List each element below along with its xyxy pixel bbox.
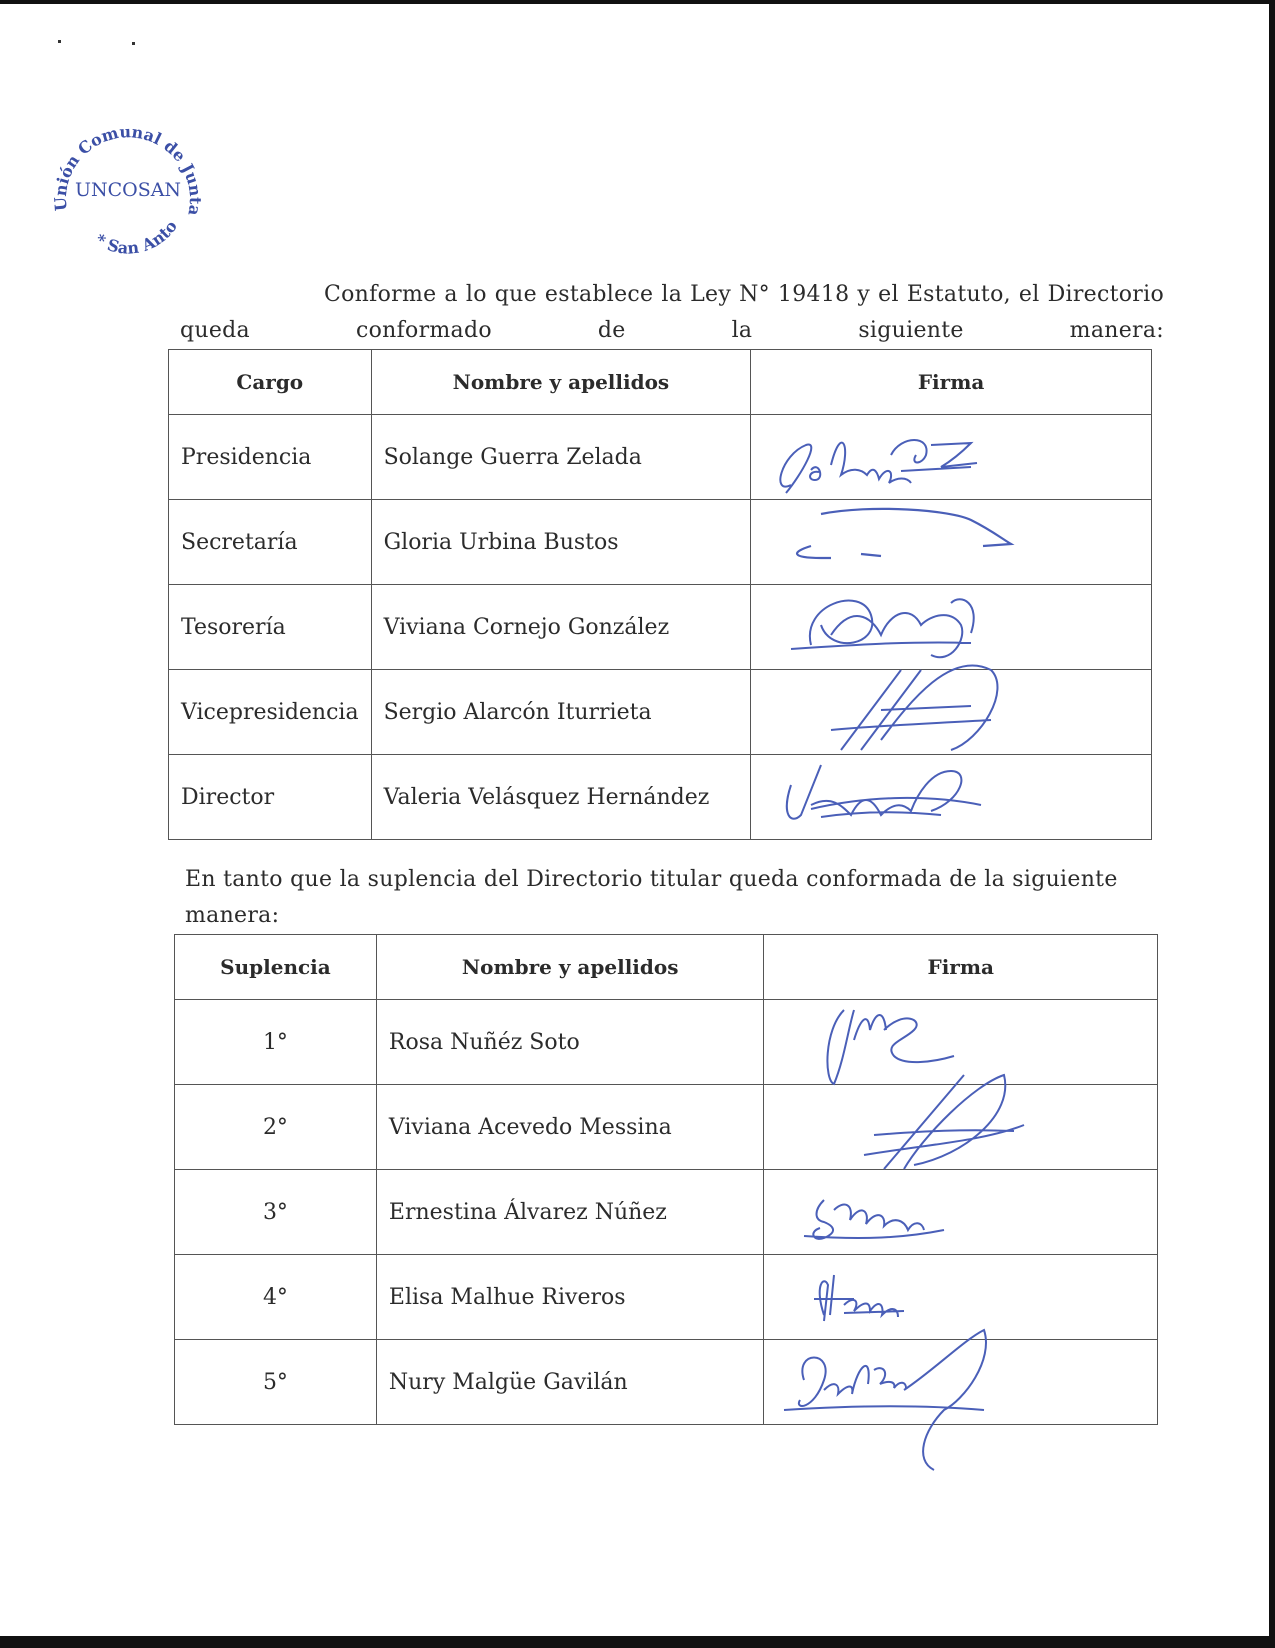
cargo-cell: Presidencia (169, 415, 372, 500)
signature-suplente-5 (764, 1340, 1158, 1424)
intro-text: Conforme a lo que establece la Ley N° 19418 y el Estatuto, el Directorio queda conformado de la siguiente manera: (180, 282, 1164, 343)
table-row (169, 755, 1152, 840)
orden-cell: 5° (175, 1340, 377, 1425)
signature-cell (751, 415, 1152, 500)
scan-top-edge (0, 0, 1275, 4)
nombre-cell: Solange Guerra Zelada (371, 415, 751, 500)
scan-bottom-edge (0, 1636, 1275, 1648)
table-row (169, 500, 1152, 585)
suplencia-table (174, 934, 1158, 1425)
svg-text:Unión Comunal de Juntas de Vec: Unión Comunal de Junta (50, 122, 206, 218)
orden-cell: 4° (175, 1255, 377, 1340)
intro-paragraph (180, 277, 1164, 349)
nombre-cell: Gloria Urbina Bustos (371, 500, 751, 585)
nombre-cell: Ernestina Álvarez Núñez (376, 1170, 764, 1255)
cargo-cell: Secretaría (169, 500, 372, 585)
seal-graphic (38, 100, 218, 280)
nombre-cell: Sergio Alarcón Iturrieta (371, 670, 751, 755)
nombre-cell: Viviana Cornejo González (371, 585, 751, 670)
table-row (169, 585, 1152, 670)
directorio-table (168, 349, 1152, 840)
signature-cell (764, 1000, 1158, 1085)
svg-text:* San Antonio *: * San Anto (91, 216, 181, 258)
nombre-cell: Viviana Acevedo Messina (376, 1085, 764, 1170)
header-suplencia: Suplencia (175, 935, 377, 1000)
signature-suplente-1 (764, 1000, 1158, 1084)
table-row (175, 1085, 1158, 1170)
cargo-cell: Vicepresidencia (169, 670, 372, 755)
header-nombre: Nombre y apellidos (376, 935, 764, 1000)
signature-cell (751, 755, 1152, 840)
signature-vicepresidencia (751, 670, 1155, 754)
signature-cell (764, 1255, 1158, 1340)
cargo-cell: Tesorería (169, 585, 372, 670)
signature-tesoreria (751, 585, 1155, 669)
orden-cell: 1° (175, 1000, 377, 1085)
scan-right-edge (1269, 0, 1275, 1648)
header-firma: Firma (751, 350, 1152, 415)
signature-cell (751, 585, 1152, 670)
signature-secretaria (751, 500, 1155, 584)
signature-suplente-2 (764, 1085, 1158, 1169)
scan-speck (58, 40, 61, 43)
signature-cell (751, 670, 1152, 755)
uncosan-seal (38, 100, 218, 280)
signature-suplente-4 (764, 1255, 1158, 1339)
nombre-cell: Rosa Nuñéz Soto (376, 1000, 764, 1085)
orden-cell: 2° (175, 1085, 377, 1170)
signature-cell (751, 500, 1152, 585)
svg-text:UNCOSAN: UNCOSAN (74, 179, 182, 201)
table-row (175, 1340, 1158, 1425)
nombre-cell: Valeria Velásquez Hernández (371, 755, 751, 840)
table-header-row (175, 935, 1158, 1000)
header-firma: Firma (764, 935, 1158, 1000)
table-row (169, 670, 1152, 755)
scan-speck (132, 42, 135, 45)
table-row (175, 1000, 1158, 1085)
orden-cell: 3° (175, 1170, 377, 1255)
header-cargo: Cargo (169, 350, 372, 415)
nombre-cell: Nury Malgüe Gavilán (376, 1340, 764, 1425)
signature-presidencia (751, 415, 1155, 499)
table-row (175, 1255, 1158, 1340)
signature-suplente-3 (764, 1170, 1158, 1254)
suplencia-text: En tanto que la suplencia del Directorio titular queda conformada de la siguiente manera: (185, 867, 1118, 928)
header-nombre: Nombre y apellidos (371, 350, 751, 415)
suplencia-paragraph (185, 862, 1163, 934)
signature-director (751, 755, 1155, 839)
cargo-cell: Director (169, 755, 372, 840)
signature-cell (764, 1340, 1158, 1425)
nombre-cell: Elisa Malhue Riveros (376, 1255, 764, 1340)
table-row (175, 1170, 1158, 1255)
signature-cell (764, 1085, 1158, 1170)
signature-cell (764, 1170, 1158, 1255)
table-row (169, 415, 1152, 500)
table-header-row (169, 350, 1152, 415)
